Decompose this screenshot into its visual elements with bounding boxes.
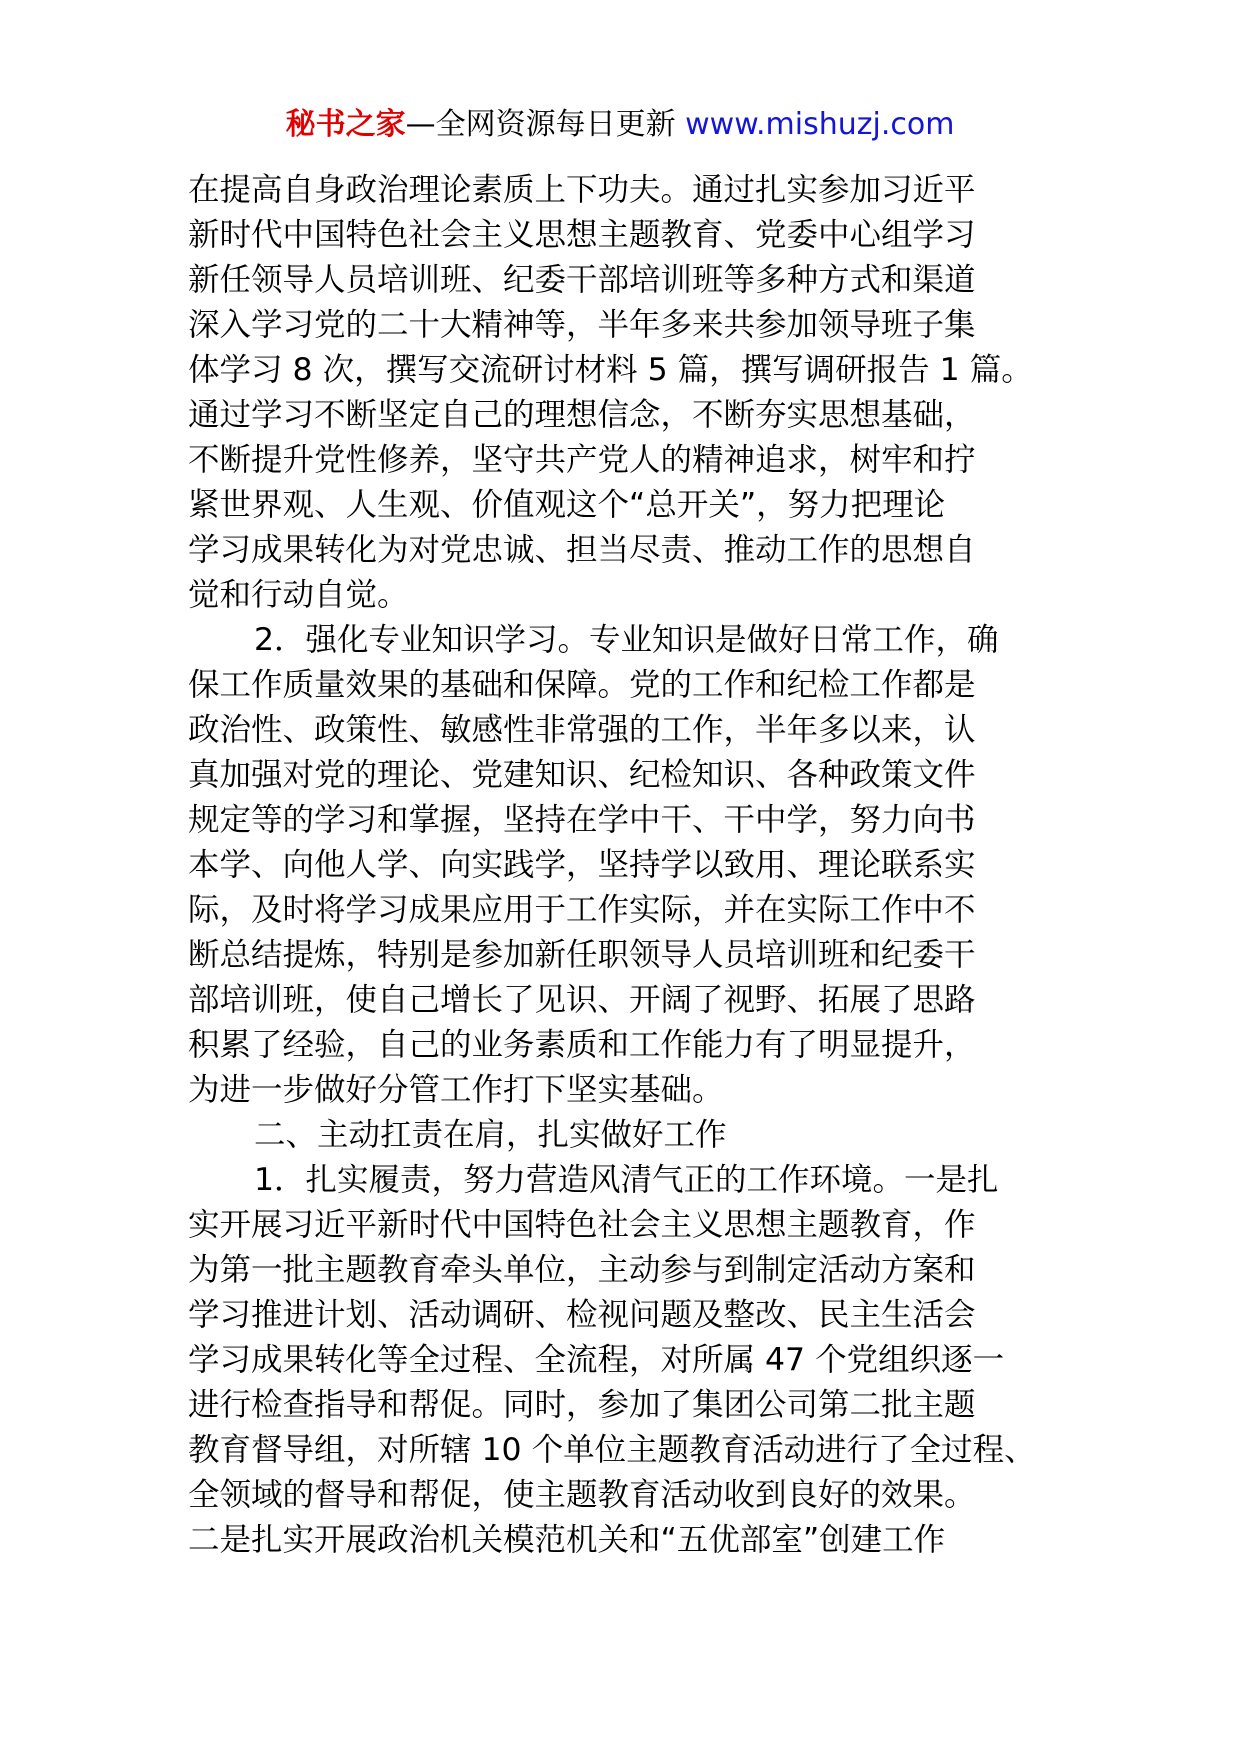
document-body bbox=[188, 168, 1068, 1563]
text-line: 进行检查指导和帮促。同时，参加了集团公司第二批主题 bbox=[188, 1387, 976, 1423]
text-line: 教育督导组，对所辖 10 个单位主题教育活动进行了全过程、 bbox=[188, 1432, 1036, 1468]
text-line: 为第一批主题教育牵头单位，主动参与到制定活动方案和 bbox=[188, 1252, 976, 1288]
paragraph-start-line: 1．扎实履责，努力营造风清气正的工作环境。一是扎 bbox=[254, 1162, 999, 1198]
text-line: 觉和行动自觉。 bbox=[188, 577, 409, 613]
text-line: 通过学习不断坚定自己的理想信念，不断夯实思想基础， bbox=[188, 397, 976, 433]
text-line: 积累了经验，自己的业务素质和工作能力有了明显提升， bbox=[188, 1027, 976, 1063]
text-line: 不断提升党性修养，坚守共产党人的精神追求，树牢和拧 bbox=[188, 442, 976, 478]
text-line: 部培训班，使自己增长了见识、开阔了视野、拓展了思路 bbox=[188, 982, 976, 1018]
text-line: 本学、向他人学、向实践学，坚持学以致用、理论联系实 bbox=[188, 847, 976, 883]
text-line: 学习成果转化等全过程、全流程，对所属 47 个党组织逐一 bbox=[188, 1342, 1005, 1378]
paragraph-start-line: 2．强化专业知识学习。专业知识是做好日常工作，确 bbox=[254, 622, 999, 658]
text-line: 规定等的学习和掌握，坚持在学中干、干中学，努力向书 bbox=[188, 802, 976, 838]
text-line: 保工作质量效果的基础和保障。党的工作和纪检工作都是 bbox=[188, 667, 976, 703]
header-url[interactable]: www.mishuzj.com bbox=[685, 107, 955, 142]
text-line: 断总结提炼，特别是参加新任职领导人员培训班和纪委干 bbox=[188, 937, 976, 973]
text-line: 新任领导人员培训班、纪委干部培训班等多种方式和渠道 bbox=[188, 262, 976, 298]
text-line: 新时代中国特色社会主义思想主题教育、党委中心组学习 bbox=[188, 217, 976, 253]
text-line: 在提高自身政治理论素质上下功夫。通过扎实参加习近平 bbox=[188, 172, 976, 208]
text-line: 紧世界观、人生观、价值观这个“总开关”，努力把理论 bbox=[188, 487, 946, 523]
text-line: 二是扎实开展政治机关模范机关和“五优部室”创建工作 bbox=[188, 1522, 946, 1558]
brand-name: 秘书之家 bbox=[285, 107, 406, 142]
text-line: 全领域的督导和帮促，使主题教育活动收到良好的效果。 bbox=[188, 1477, 976, 1513]
text-line: 学习成果转化为对党忠诚、担当尽责、推动工作的思想自 bbox=[188, 532, 976, 568]
header-tagline: —全网资源每日更新 bbox=[405, 107, 676, 142]
text-line: 为进一步做好分管工作打下坚实基础。 bbox=[188, 1072, 724, 1108]
text-line: 深入学习党的二十大精神等，半年多来共参加领导班子集 bbox=[188, 307, 976, 343]
text-line: 学习推进计划、活动调研、检视问题及整改、民主生活会 bbox=[188, 1297, 976, 1333]
text-line: 实开展习近平新时代中国特色社会主义思想主题教育，作 bbox=[188, 1207, 976, 1243]
text-line: 政治性、政策性、敏感性非常强的工作，半年多以来，认 bbox=[188, 712, 976, 748]
text-line: 际，及时将学习成果应用于工作实际，并在实际工作中不 bbox=[188, 892, 976, 928]
text-line: 真加强对党的理论、党建知识、纪检知识、各种政策文件 bbox=[188, 757, 976, 793]
section-heading: 二、主动扛责在肩，扎实做好工作 bbox=[254, 1117, 727, 1153]
text-line: 体学习 8 次，撰写交流研讨材料 5 篇，撰写调研报告 1 篇。 bbox=[188, 352, 1033, 388]
page-header bbox=[0, 100, 1240, 150]
